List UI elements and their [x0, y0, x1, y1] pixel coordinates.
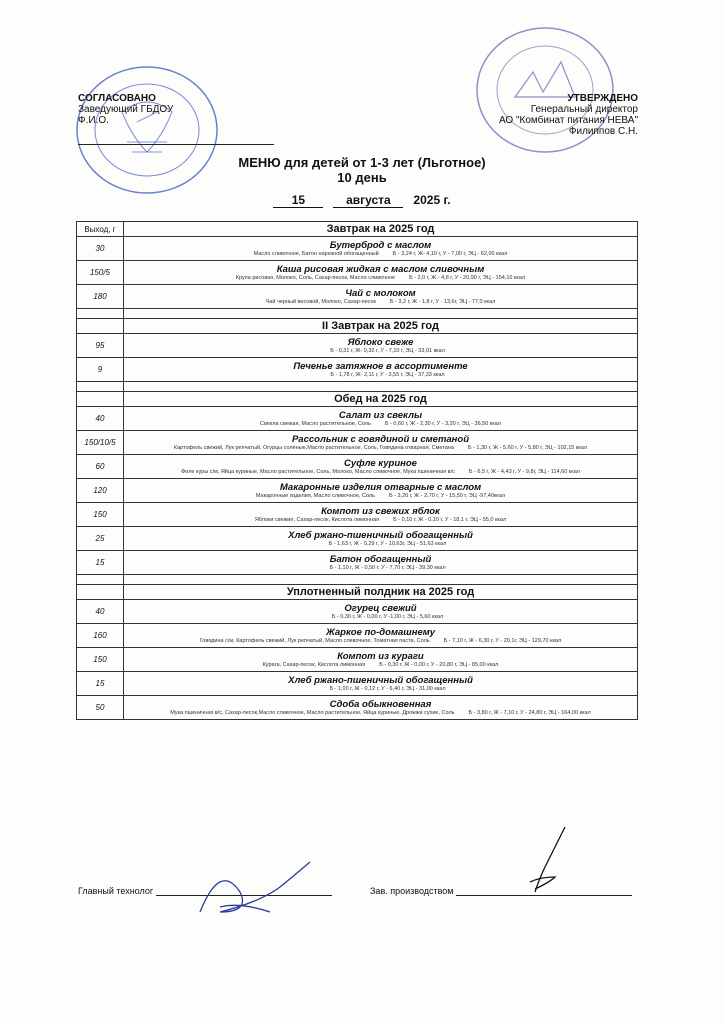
menu-row	[77, 503, 638, 527]
production-head-label: Зав. производством	[370, 886, 454, 896]
dish-ingredients: Курага, Сахар-песок, Кислота лимонная	[262, 661, 366, 668]
dish-ingredients: Масло сливочное, Батон нарезной обогащенный	[253, 250, 379, 257]
section-header-empty-cell	[77, 585, 124, 600]
dish-nutrition: Б - 0,10 г, Ж - 0,10 г, У - 18,1 г, ЭЦ - 55,0 ккал	[393, 516, 507, 523]
dish-ingredients: Мука пшеничная в/с, Сахар-песок,Масло сливочное, Масло растительное, Яйца куриные, Дрожжи сухие, Соль	[170, 709, 455, 716]
menu-row	[77, 551, 638, 575]
dish-name: Рассольник с говядиной и сметаной	[291, 433, 470, 445]
section-title: Уплотненный полдник на 2025 год	[124, 585, 638, 600]
dish-cell	[124, 455, 638, 479]
spacer-cell	[124, 309, 638, 319]
dish-name: Каша рисовая жидкая с маслом сливочным	[276, 263, 485, 275]
section-header-row	[77, 222, 638, 237]
date-day: 15	[273, 193, 323, 208]
menu-row	[77, 261, 638, 285]
dish-details	[124, 541, 637, 548]
spacer-cell	[124, 575, 638, 585]
document-title	[0, 155, 724, 185]
dish-name: Салат из свеклы	[338, 409, 423, 421]
dish-name: Компот из кураги	[337, 650, 424, 662]
dish-nutrition: Б - 1,78 г, Ж- 2,11 г, У - 3,55 г, ЭЦ - 37,33 ккал	[330, 371, 445, 378]
dish-cell	[124, 696, 638, 720]
dish-name: Сдоба обыкновенная	[329, 698, 432, 710]
dish-nutrition: Б - 0,30 г, Ж - 0,00 г, У -1,00 г, ЭЦ - 5,60 ккал	[331, 613, 444, 620]
chief-technologist-handwritten-signature	[190, 852, 320, 932]
title-line-2: 10 день	[337, 170, 387, 185]
menu-row	[77, 237, 638, 261]
agreed-title: СОГЛАСОВАНО	[78, 93, 156, 104]
production-head-handwritten-signature	[510, 822, 580, 902]
dish-ingredients: Чай черный весовой, Молоко, Сахар-песок	[265, 298, 376, 305]
section-title: Завтрак на 2025 год	[124, 222, 638, 237]
dish-cell	[124, 551, 638, 575]
agreed-role: Заведующий ГБДОУ	[78, 104, 174, 115]
dish-name: Бутерброд с маслом	[329, 239, 432, 251]
section-spacer	[77, 575, 638, 585]
dish-nutrition: Б - 0,60 г, Ж - 2,30 г, У - 3,20 г, ЭЦ - 36,50 ккал	[384, 420, 502, 427]
approved-role: Генеральный директор	[530, 104, 638, 115]
output-weight: 120	[77, 479, 124, 503]
dish-cell	[124, 648, 638, 672]
dish-ingredients: Яблоки свежие, Сахар-песок, Кислота лимонная	[254, 516, 380, 523]
menu-table	[76, 221, 638, 720]
dish-details	[124, 614, 637, 621]
output-weight: 9	[77, 358, 124, 382]
dish-details	[124, 445, 637, 452]
dish-details	[124, 275, 637, 282]
dish-nutrition: Б - 1,00 г, Ж - 0,12 г, У - 6,40 г, ЭЦ - 31,00 ккал	[329, 685, 446, 692]
menu-row	[77, 648, 638, 672]
dish-name: Хлеб ржано-пшеничный обогащенный	[288, 529, 473, 541]
dish-details	[124, 251, 637, 258]
menu-row	[77, 672, 638, 696]
dish-nutrition: Б - 0,30 г, Ж - 0,00 г, У - 20,80 г, ЭЦ - 85,00 ккал	[379, 661, 499, 668]
menu-row	[77, 527, 638, 551]
section-title: II Завтрак на 2025 год	[124, 319, 638, 334]
dish-ingredients: Свекла свежая, Масло растительное, Соль	[259, 420, 371, 427]
dish-details	[124, 299, 637, 306]
agreed-signature-line	[78, 144, 274, 145]
approved-name: Филиппов С.Н.	[568, 126, 638, 137]
dish-nutrition: Б - 1,30 г, Ж - 5,60 г, У - 5,80 г, ЭЦ - 102,15 ккал	[467, 444, 588, 451]
section-header-row	[77, 392, 638, 407]
dish-ingredients: Крупа рисовая, Молоко, Соль, Сахар-песок, Масло сливочное	[235, 274, 396, 281]
dish-cell	[124, 527, 638, 551]
approval-block-left	[78, 93, 274, 145]
menu-row	[77, 431, 638, 455]
output-weight: 150/5	[77, 261, 124, 285]
section-header-row	[77, 319, 638, 334]
dish-name: Хлеб ржано-пшеничный обогащенный	[288, 674, 473, 686]
dish-nutrition: Б - 3,24 г, Ж- 4,10 г, У - 7,00 г, ЭЦ - 62,00 ккал	[392, 250, 508, 257]
menu-row	[77, 358, 638, 382]
dish-nutrition: Б - 3,80 г, Ж - 7,10 г, У - 24,80 г, ЭЦ - 164,00 ккал	[468, 709, 591, 716]
output-weight: 25	[77, 527, 124, 551]
output-weight: 40	[77, 407, 124, 431]
output-column-header: Выход, г	[77, 222, 124, 237]
agreed-name: Ф.И.О.	[78, 115, 109, 126]
dish-nutrition: Б - 7,10 г, Ж - 6,30 г, У - 20,1г, ЭЦ - 129,70 ккал	[443, 637, 562, 644]
dish-cell	[124, 503, 638, 527]
dish-cell	[124, 624, 638, 648]
section-spacer	[77, 309, 638, 319]
dish-details	[124, 421, 637, 428]
output-weight: 150	[77, 503, 124, 527]
approved-title: УТВЕРЖДЕНО	[567, 93, 638, 104]
section-header-row	[77, 585, 638, 600]
menu-row	[77, 624, 638, 648]
menu-row	[77, 285, 638, 309]
dish-name: Яблоко свеже	[347, 336, 414, 348]
dish-nutrition: Б - 1,10 г, Ж - 0,50 г, У - 7,70 г, ЭЦ - 39,30 ккал	[329, 564, 446, 571]
menu-row	[77, 455, 638, 479]
spacer-cell	[77, 575, 124, 585]
section-spacer	[77, 382, 638, 392]
dish-details	[124, 469, 637, 476]
output-weight: 150	[77, 648, 124, 672]
menu-row	[77, 696, 638, 720]
menu-row	[77, 479, 638, 503]
dish-ingredients: Макаронные изделия, Масло сливочное, Соль	[255, 492, 375, 499]
date-month: августа	[333, 193, 403, 208]
dish-name: Макаронные изделия отварные с маслом	[279, 481, 482, 493]
dish-nutrition: Б - 3,20 г, Ж - 2,70 г, У - 15,50 г, ЭЦ -97,40ккал	[388, 492, 506, 499]
dish-name: Огурец свежий	[344, 602, 417, 614]
menu-row	[77, 407, 638, 431]
dish-cell	[124, 334, 638, 358]
chief-technologist-label: Главный технолог	[78, 886, 154, 896]
section-header-empty-cell	[77, 392, 124, 407]
dish-cell	[124, 600, 638, 624]
output-weight: 95	[77, 334, 124, 358]
dish-name: Батон обогащенный	[329, 553, 432, 565]
section-title: Обед на 2025 год	[124, 392, 638, 407]
section-header-empty-cell	[77, 319, 124, 334]
dish-cell	[124, 261, 638, 285]
dish-cell	[124, 237, 638, 261]
dish-name: Компот из свежих яблок	[321, 505, 440, 517]
title-line-1: МЕНЮ для детей от 1-3 лет (Льготное)	[238, 155, 486, 170]
date-year: 2025 г.	[413, 193, 451, 207]
dish-name: Чай с молоком	[345, 287, 416, 299]
output-weight: 30	[77, 237, 124, 261]
dish-details	[124, 348, 637, 355]
dish-cell	[124, 358, 638, 382]
dish-details	[124, 686, 637, 693]
dish-nutrition: Б - 6,5 г, Ж - 4,43 г, У - 9,8г, ЭЦ - 114,60 ккал	[468, 468, 581, 475]
dish-ingredients: Филе куры с/м, Яйца куриные, Масло растительное, Соль, Молоко, Масло сливочное, Мука пшеничная в/с	[180, 468, 455, 475]
production-head-signature	[370, 886, 632, 896]
spacer-cell	[124, 382, 638, 392]
dish-cell	[124, 285, 638, 309]
approval-block-right	[499, 93, 638, 137]
dish-cell	[124, 407, 638, 431]
output-weight: 160	[77, 624, 124, 648]
dish-name: Суфле куриное	[344, 457, 417, 469]
spacer-cell	[77, 309, 124, 319]
menu-row	[77, 600, 638, 624]
output-weight: 180	[77, 285, 124, 309]
dish-ingredients: Говядина с/м, Картофель свежий, Лук репчатый, Масло сливочное, Томатная паста, Соль	[199, 637, 430, 644]
output-weight: 15	[77, 672, 124, 696]
output-weight: 40	[77, 600, 124, 624]
dish-cell	[124, 479, 638, 503]
dish-details	[124, 517, 637, 524]
dish-details	[124, 710, 637, 717]
dish-nutrition: Б - 3,2 г, Ж - 1,8 г, У - 13,6г, ЭЦ - 77,0 ккал	[389, 298, 496, 305]
output-weight: 150/10/5	[77, 431, 124, 455]
document-date	[0, 193, 724, 208]
dish-details	[124, 638, 637, 645]
approved-company: АО "Комбинат питания НЕВА"	[498, 115, 638, 126]
menu-row	[77, 334, 638, 358]
dish-details	[124, 662, 637, 669]
dish-name: Печенье затяжное в ассортименте	[293, 360, 468, 372]
dish-details	[124, 372, 637, 379]
output-weight: 15	[77, 551, 124, 575]
dish-details	[124, 493, 637, 500]
dish-cell	[124, 672, 638, 696]
dish-nutrition: Б - 0,31 г, Ж- 0,32 г, У - 7,10 г, ЭЦ - 33,01 ккал	[330, 347, 445, 354]
dish-nutrition: Б - 1,63 г, Ж - 0,29 г, У - 10,63г, ЭЦ - 51,63 ккал	[328, 540, 447, 547]
dish-name: Жаркое по-домашнему	[325, 626, 436, 638]
dish-nutrition: Б - 2,0 г, Ж - 4,8 г, У - 20,90 г, ЭЦ - 154,10 ккал	[409, 274, 526, 281]
dish-details	[124, 565, 637, 572]
output-weight: 60	[77, 455, 124, 479]
output-weight: 50	[77, 696, 124, 720]
spacer-cell	[77, 382, 124, 392]
dish-ingredients: Картофель свежий, Лук репчатый, Огурцы солёные,Масло растительное, Соль, Говядина отварная, Сметана	[173, 444, 454, 451]
dish-cell	[124, 431, 638, 455]
